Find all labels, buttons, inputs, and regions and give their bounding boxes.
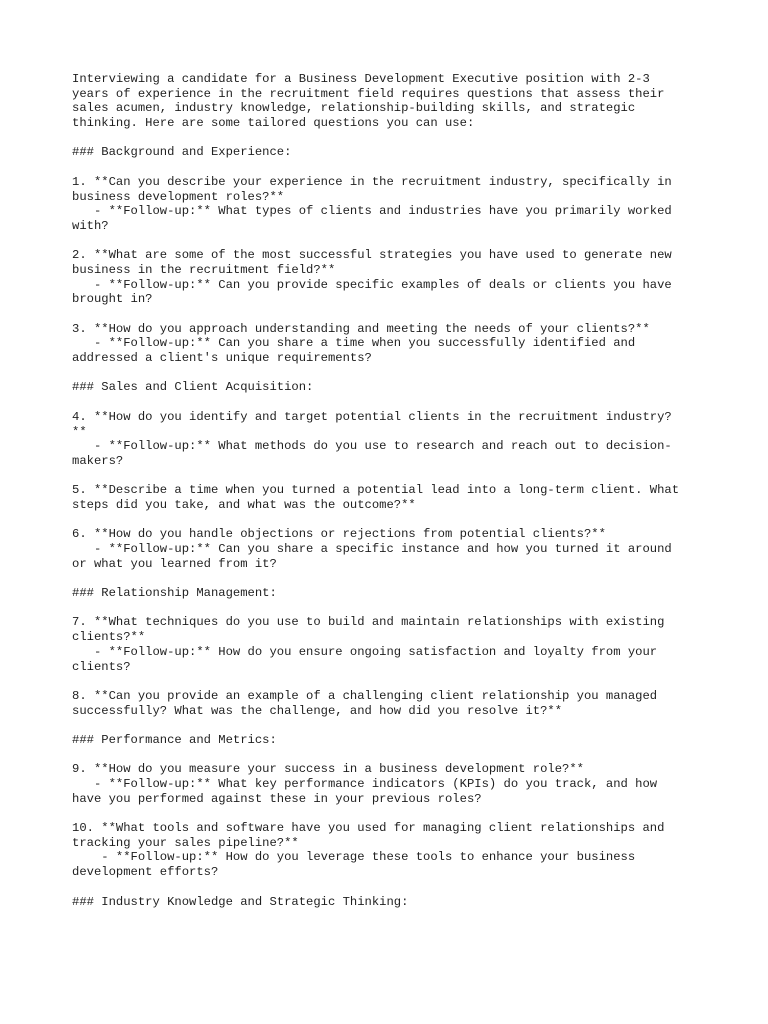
- text-line: business in the recruitment field?**: [72, 262, 336, 277]
- text-line: makers?: [72, 453, 124, 468]
- follow-up-item: - **Follow-up:** What methods do you use to research and reach out to decision-: [72, 439, 672, 454]
- blank-line: [72, 469, 712, 484]
- question-item: 1. **Can you describe your experience in the recruitment industry, specifically in: [72, 174, 672, 189]
- blank-line: [72, 571, 712, 586]
- text-line: addressed a client's unique requirements?: [72, 351, 372, 366]
- text-line: have you performed against these in your previous roles?: [72, 791, 482, 806]
- question-item: 7. **What techniques do you use to build and maintain relationships with existing: [72, 615, 665, 630]
- blank-line: [72, 748, 712, 763]
- text-line: development efforts?: [72, 865, 219, 880]
- text-line: business development roles?**: [72, 189, 285, 204]
- text-line: **: [72, 424, 87, 439]
- section-heading: ### Performance and Metrics:: [72, 732, 277, 747]
- blank-line: [72, 395, 712, 410]
- follow-up-item: - **Follow-up:** What types of clients and industries have you primarily worked: [72, 204, 672, 219]
- blank-line: [72, 234, 712, 249]
- question-item: 10. **What tools and software have you used for managing client relationships and: [72, 821, 665, 836]
- blank-line: [72, 160, 712, 175]
- question-item: 5. **Describe a time when you turned a potential lead into a long-term client. What: [72, 483, 680, 498]
- blank-line: [72, 674, 712, 689]
- question-item: 8. **Can you provide an example of a challenging client relationship you managed: [72, 688, 658, 703]
- follow-up-item: - **Follow-up:** Can you share a time when you successfully identified and: [72, 336, 636, 351]
- blank-line: [72, 366, 712, 381]
- follow-up-item: - **Follow-up:** Can you provide specific examples of deals or clients you have: [72, 277, 672, 292]
- blank-line: [72, 880, 712, 895]
- blank-line: [72, 307, 712, 322]
- follow-up-item: - **Follow-up:** How do you leverage these tools to enhance your business: [72, 850, 636, 865]
- text-line: successfully? What was the challenge, and how did you resolve it?**: [72, 703, 563, 718]
- text-line: with?: [72, 218, 109, 233]
- blank-line: [72, 718, 712, 733]
- question-item: 3. **How do you approach understanding and meeting the needs of your clients?**: [72, 321, 650, 336]
- text-line: or what you learned from it?: [72, 556, 277, 571]
- section-heading: ### Sales and Client Acquisition:: [72, 380, 314, 395]
- section-heading: ### Background and Experience:: [72, 145, 292, 160]
- text-line: thinking. Here are some tailored questions you can use:: [72, 116, 475, 131]
- follow-up-item: - **Follow-up:** Can you share a specific instance and how you turned it around: [72, 542, 672, 556]
- text-line: clients?: [72, 659, 131, 674]
- text-line: clients?**: [72, 630, 146, 645]
- text-line: Interviewing a candidate for a Business Development Executive position with 2-3: [72, 72, 650, 86]
- text-line: steps did you take, and what was the outcome?**: [72, 497, 416, 512]
- text-line: brought in?: [72, 292, 153, 307]
- question-item: 9. **How do you measure your success in a business development role?**: [72, 762, 584, 777]
- follow-up-item: - **Follow-up:** How do you ensure ongoing satisfaction and loyalty from your: [72, 644, 658, 659]
- section-heading: ### Relationship Management:: [72, 586, 277, 601]
- text-line: years of experience in the recruitment field requires questions that assess their: [72, 86, 665, 101]
- question-item: 2. **What are some of the most successful strategies you have used to generate new: [72, 248, 672, 263]
- blank-line: [72, 131, 712, 146]
- blank-line: [72, 806, 712, 821]
- follow-up-item: - **Follow-up:** What key performance indicators (KPIs) do you track, and how: [72, 777, 658, 791]
- question-item: 6. **How do you handle objections or rejections from potential clients?**: [72, 527, 606, 542]
- blank-line: [72, 601, 712, 616]
- section-heading: ### Industry Knowledge and Strategic Thinking:: [72, 894, 409, 909]
- document-page: [72, 72, 712, 909]
- question-item: 4. **How do you identify and target potential clients in the recruitment industry?: [72, 409, 672, 424]
- blank-line: [72, 513, 712, 528]
- text-line: tracking your sales pipeline?**: [72, 835, 299, 850]
- text-line: sales acumen, industry knowledge, relationship-building skills, and strategic: [72, 101, 636, 116]
